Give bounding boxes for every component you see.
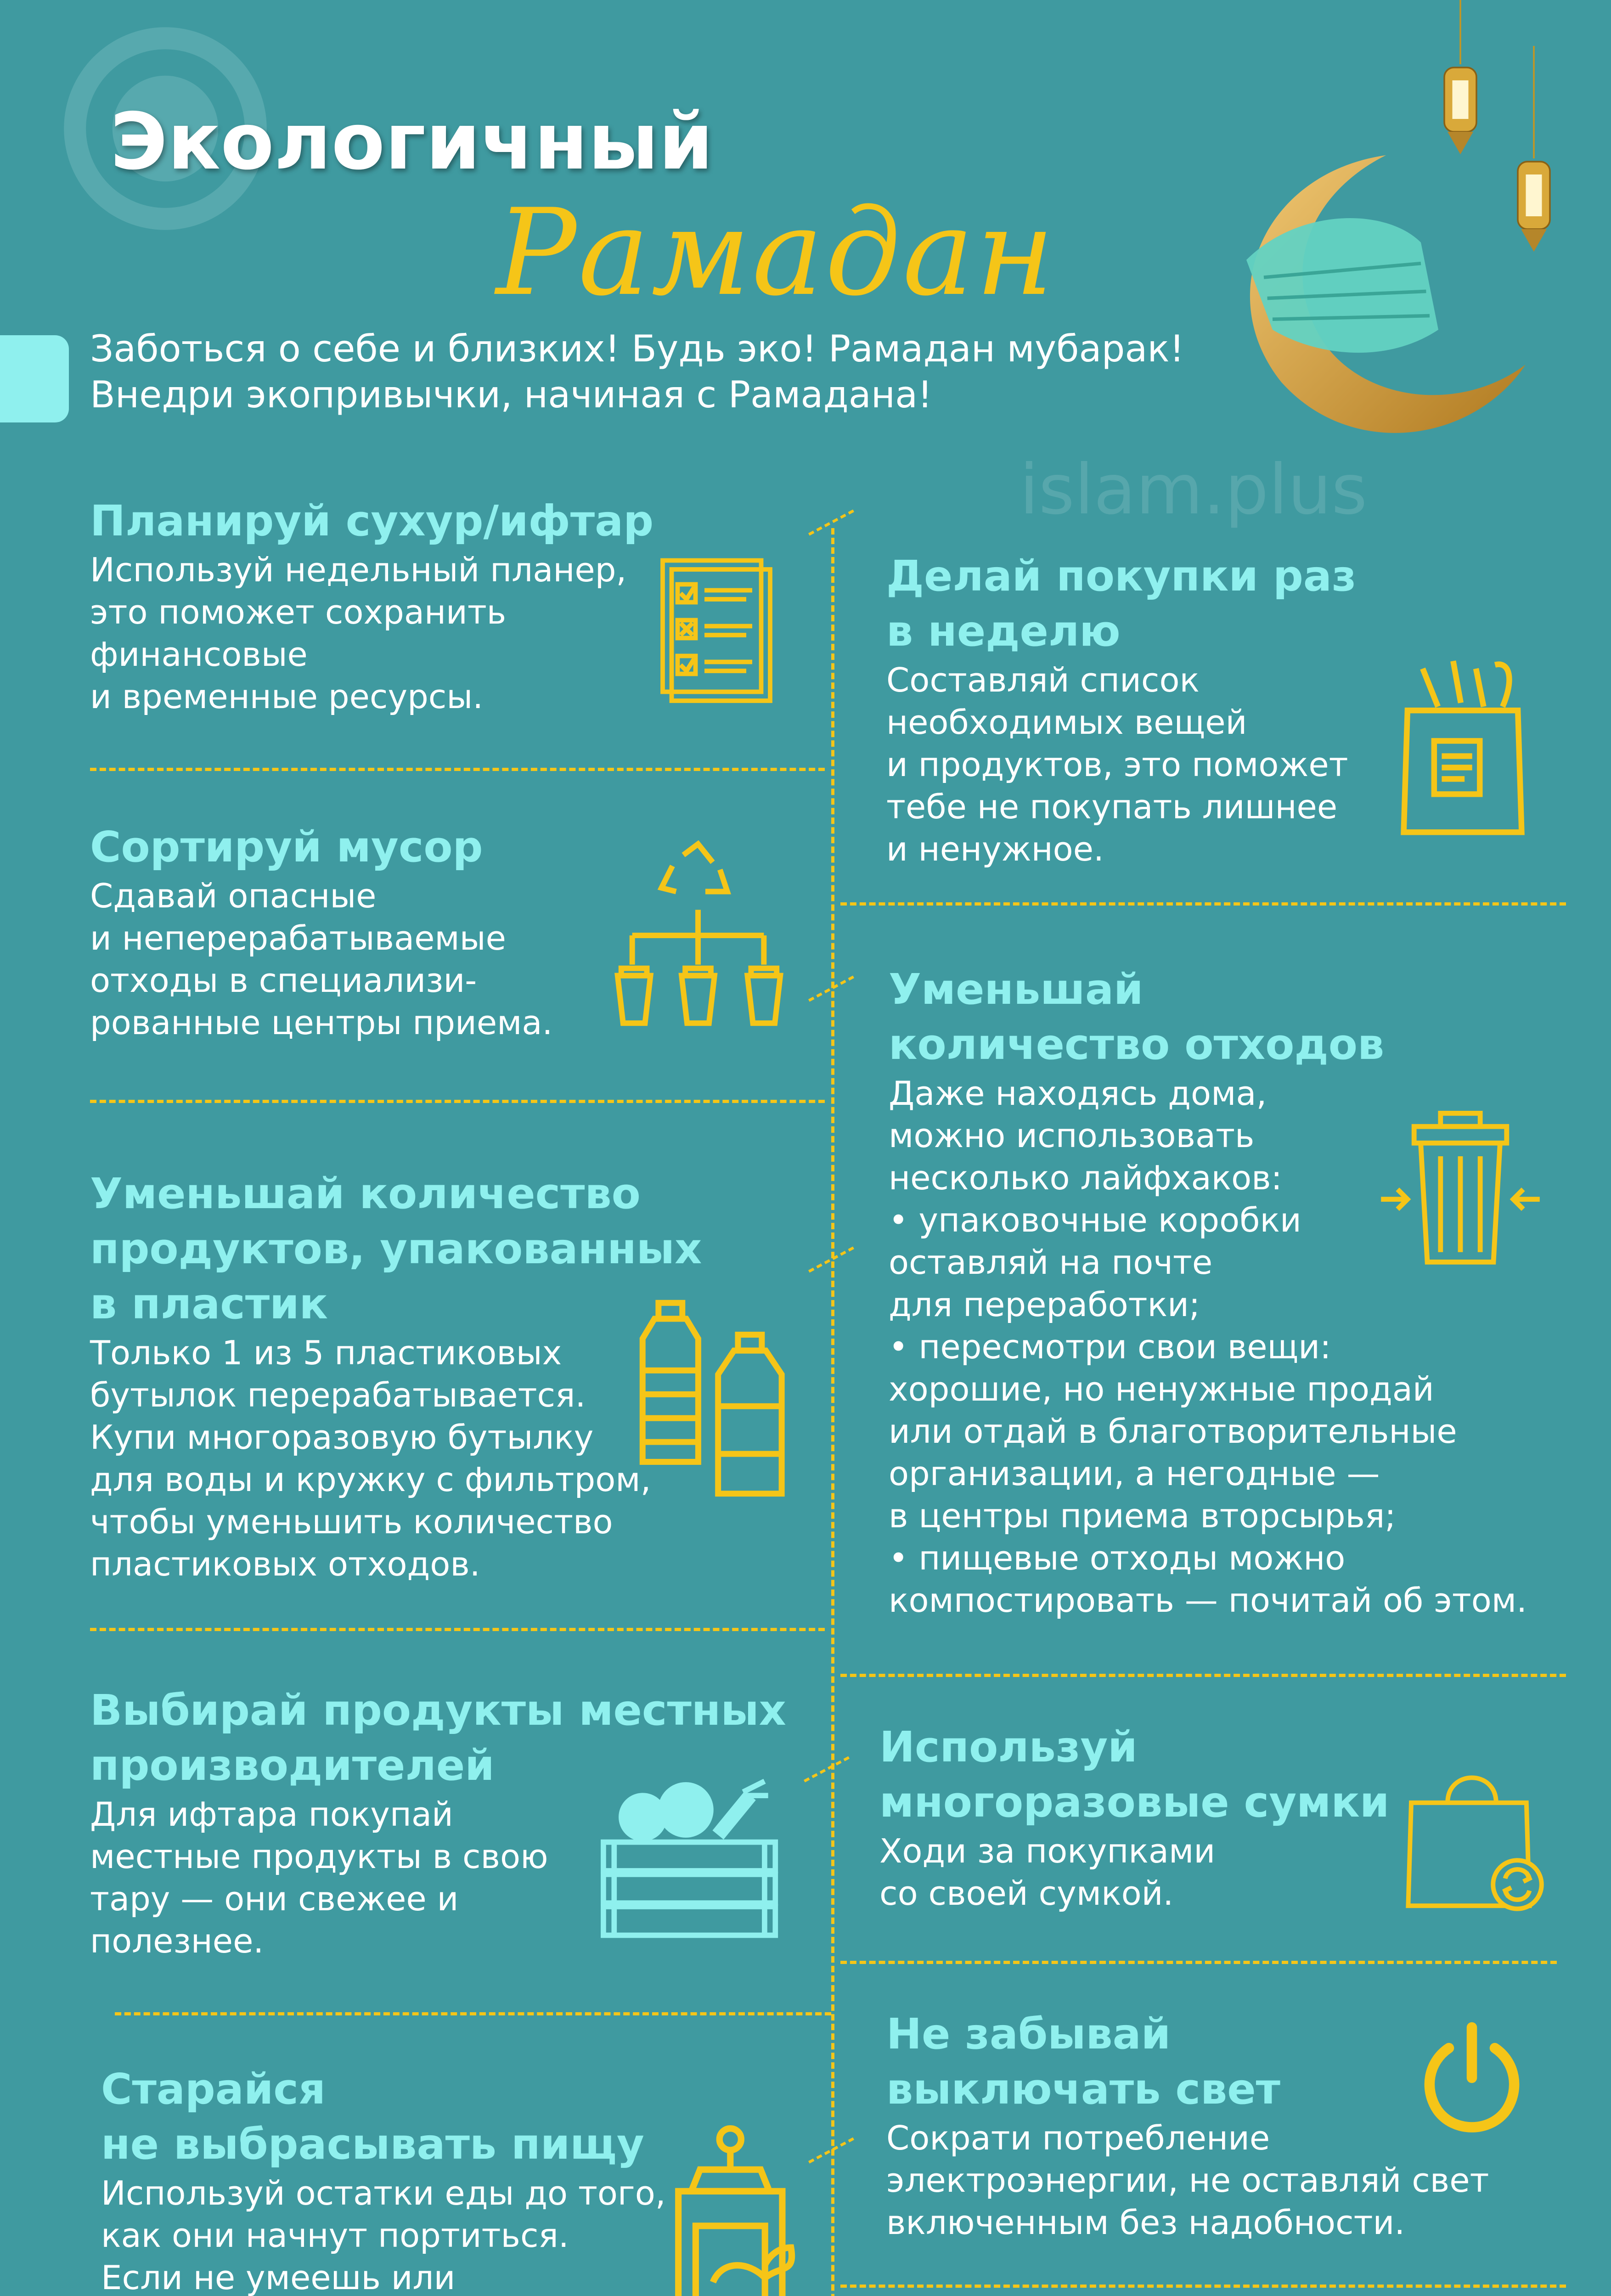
center-divider bbox=[831, 528, 834, 2296]
recycle-bins-icon bbox=[606, 840, 790, 1038]
watermark: islam.plus bbox=[1020, 450, 1368, 530]
trash-can-icon bbox=[1378, 1107, 1543, 1272]
vegetable-crate-icon bbox=[592, 1763, 790, 1942]
section-body: Только 1 из 5 пластиковых бутылок перерабатывается. Купи многоразовую бутылку для воды и кружку с фильтром, чтобы уменьшить количество пластиковых отходов. bbox=[90, 1334, 651, 1583]
divider bbox=[840, 1674, 1566, 1677]
plastic-bottles-icon bbox=[634, 1295, 794, 1502]
section-title: Сортируй мусор bbox=[90, 822, 483, 872]
intro-text bbox=[90, 326, 1184, 418]
section-plan bbox=[90, 494, 687, 718]
divider bbox=[90, 1100, 825, 1103]
intro-tab-marker bbox=[0, 335, 69, 422]
section-title: Выбирай продукты местных производителей bbox=[90, 1686, 786, 1790]
title-line-1: Экологичный bbox=[110, 96, 714, 187]
title-line-2: Рамадан bbox=[496, 184, 1056, 322]
section-sort bbox=[90, 820, 687, 1044]
section-body: Для ифтара покупай местные продукты в свою тару — они свежее и полезнее. bbox=[90, 1795, 548, 1960]
section-title: Планируй сухур/ифтар bbox=[90, 496, 654, 546]
section-title: Уменьшай количество отходов bbox=[889, 965, 1385, 1069]
section-shopping bbox=[886, 549, 1391, 870]
divider bbox=[840, 1961, 1557, 1964]
section-body: Даже находясь дома, можно использовать несколько лайфхаков: • упаковочные коробки оставляй на почте для переработки; • пересмотри свои вещи: хорошие, но ненужные продай или отдай в благотворительные организации, а негодные — в центры приема вторсырья; • пищевые отходы можно компостировать — почитай об этом. bbox=[889, 1074, 1527, 1620]
power-icon bbox=[1414, 2020, 1529, 2140]
section-food-waste bbox=[101, 2062, 698, 2296]
intro-line-2: Внедри экопривычки, начиная с Рамадана! bbox=[90, 373, 933, 416]
reusable-bag-icon bbox=[1396, 1763, 1548, 1915]
section-title: Уменьшай количество продуктов, упакованных в пластик bbox=[90, 1169, 702, 1328]
grocery-bag-icon bbox=[1396, 657, 1529, 840]
section-title: Старайся не выбрасывать пищу bbox=[101, 2065, 644, 2169]
section-title: Делай покупки раз в неделю bbox=[886, 551, 1357, 656]
divider bbox=[115, 2012, 831, 2015]
divider bbox=[840, 2285, 1566, 2288]
divider bbox=[90, 768, 825, 771]
crescent-moon-icon bbox=[1194, 138, 1543, 468]
section-title: Не забывай выключать свет bbox=[886, 2009, 1280, 2114]
checklist-icon bbox=[657, 553, 776, 705]
divider bbox=[840, 902, 1566, 906]
section-reduce-waste bbox=[889, 962, 1559, 1621]
section-body: Сократи потребление электроэнергии, не оставляй свет включенным без надобности. bbox=[886, 2119, 1489, 2242]
section-body: Ходи за покупками со своей сумкой. bbox=[879, 1832, 1216, 1913]
bird-feeder-icon bbox=[657, 2122, 808, 2296]
divider bbox=[90, 1628, 825, 1631]
section-body: Используй остатки еды до того, как они начнут портиться. Если не умеешь или bbox=[101, 2174, 666, 2296]
section-body: Составляй список необходимых вещей и продуктов, это поможет тебе не покупать лишнее и ненужное. bbox=[886, 661, 1348, 868]
intro-line-1: Заботься о себе и близких! Будь эко! Рамадан мубарак! bbox=[90, 327, 1184, 370]
section-title: Используй многоразовые сумки bbox=[879, 1722, 1390, 1827]
section-body: Сдавай опасные и неперерабатываемые отходы в специализи- рованные центры приема. bbox=[90, 877, 553, 1042]
section-body: Используй недельный планер, это поможет сохранить финансовые и временные ресурсы. bbox=[90, 551, 627, 716]
